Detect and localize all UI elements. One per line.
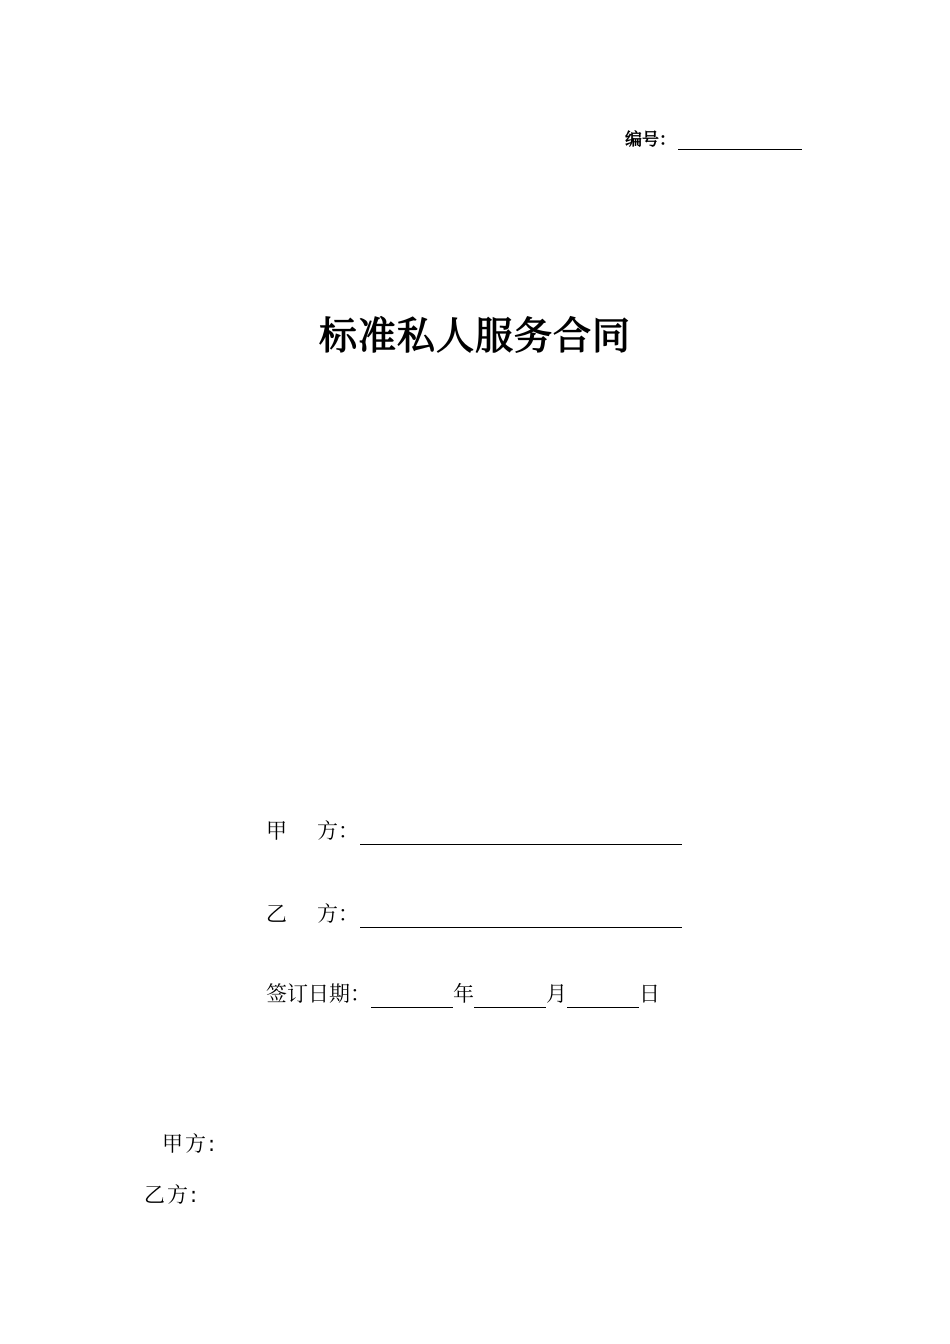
cover-party-b-char1: 乙 bbox=[266, 902, 287, 926]
cover-party-a bbox=[266, 815, 682, 845]
signing-year-blank bbox=[371, 985, 453, 1008]
cover-party-b-blank bbox=[360, 905, 682, 928]
signing-date-label: 签订日期： bbox=[266, 982, 371, 1006]
signing-day-label: 日 bbox=[639, 982, 660, 1006]
signing-month-label: 月 bbox=[546, 982, 567, 1006]
cover-signing-date bbox=[266, 978, 660, 1008]
signing-month-blank bbox=[474, 985, 546, 1008]
cover-party-a-char2: 方 bbox=[317, 819, 338, 843]
cover-party-a-blank bbox=[360, 822, 682, 845]
cover-party-a-label bbox=[266, 815, 338, 845]
cover-party-a-char1: 甲 bbox=[266, 819, 287, 843]
cover-party-b bbox=[266, 898, 682, 928]
cover-party-a-colon: ： bbox=[338, 819, 359, 843]
contract-number-blank bbox=[678, 129, 802, 150]
contract-number bbox=[625, 124, 802, 150]
body-party-b: 乙方: bbox=[144, 1183, 200, 1207]
signing-year-label: 年 bbox=[453, 982, 474, 1006]
cover-party-b-char2: 方 bbox=[317, 902, 338, 926]
cover-party-b-colon: ： bbox=[338, 902, 359, 926]
body-party-a: 甲方: bbox=[162, 1132, 218, 1156]
signing-day-blank bbox=[567, 985, 639, 1008]
document-title: 标准私人服务合同 bbox=[318, 314, 631, 358]
contract-number-label: 编号： bbox=[625, 130, 676, 150]
cover-party-b-label bbox=[266, 898, 338, 928]
